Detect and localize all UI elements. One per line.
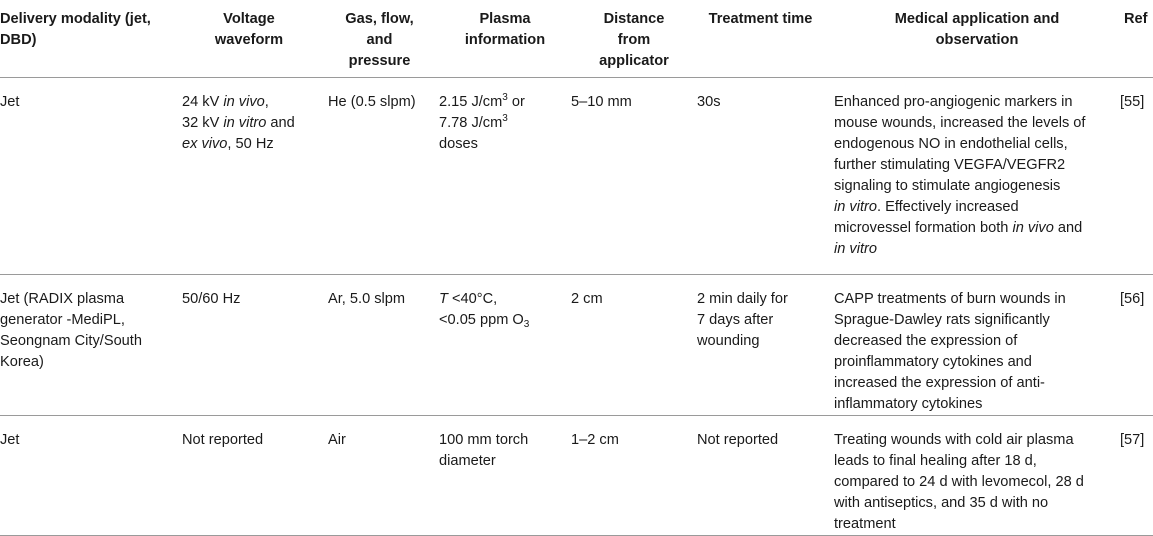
table-row xyxy=(0,78,1153,275)
cell-plasma: 2.15 $J/cm^3$ or 7.78 $J/cm^3$ doses xyxy=(439,92,525,152)
cell-gas: He (0.5 slpm) xyxy=(328,94,416,110)
cell-plasma: T <40°C, <0.05 ppm $O_3$ xyxy=(439,291,530,330)
cell-voltage: 24 kV in vivo, 32 kV in vitro and ex vivo, 50 Hz xyxy=(182,94,295,152)
header-application: Medical application and observation xyxy=(894,11,1060,48)
cell-time: Not reported xyxy=(697,432,779,448)
cell-distance: 1–2 cm xyxy=(571,432,619,448)
cell-gas: Ar, 5.0 slpm xyxy=(328,291,406,307)
cell-time: 30s xyxy=(697,94,721,110)
header-distance: Distance from applicator xyxy=(599,11,669,69)
cell-modality: Jet xyxy=(0,94,20,110)
header-voltage: Voltage waveform xyxy=(214,11,284,48)
cell-ref: [57] xyxy=(1120,432,1145,448)
cell-ref: [56] xyxy=(1120,291,1145,307)
cell-application: CAPP treatments of burn wounds in Sprague-Dawley rats significantly decreased the expression of proinflammatory cytokines and increased the expression of anti- inflammatory cytokines xyxy=(834,291,1066,412)
cell-plasma: 100 mm torch diameter xyxy=(439,432,529,469)
header-plasma: Plasma information xyxy=(464,11,546,48)
cell-voltage: 50/60 Hz xyxy=(182,291,241,307)
cell-application: Enhanced pro-angiogenic markers in mouse wounds, increased the levels of endogenous NO in endothelial cells, further stimulating VEGFA/VEGFR2 signaling to stimulate angiogenesis in vitro. Effectively increased microvessel formation both in vivo and in vitro xyxy=(834,94,1086,257)
header-time: Treatment time xyxy=(708,11,813,27)
header-row xyxy=(0,0,1153,78)
cell-application: Treating wounds with cold air plasma leads to final healing after 18 d, compared to 24 d with levomecol, 28 d with antiseptics, and 35 d with no treatment xyxy=(834,432,1084,532)
cell-modality: Jet xyxy=(0,432,20,448)
header-gas: Gas, flow, and pressure xyxy=(345,11,414,69)
cell-distance: 2 cm xyxy=(571,291,603,307)
cell-distance: 5–10 mm xyxy=(571,94,632,110)
cell-time: 2 min daily for 7 days after wounding xyxy=(697,291,788,349)
cell-voltage: Not reported xyxy=(182,432,264,448)
table-row xyxy=(0,275,1153,416)
cell-ref: [55] xyxy=(1120,94,1145,110)
header-ref: Ref xyxy=(1124,11,1148,27)
header-modality: Delivery modality (jet, DBD) xyxy=(0,11,151,48)
cell-gas: Air xyxy=(328,432,346,448)
cell-modality: Jet (RADIX plasma generator -MediPL, Seongnam City/South Korea) xyxy=(0,291,142,370)
table-row xyxy=(0,416,1153,536)
